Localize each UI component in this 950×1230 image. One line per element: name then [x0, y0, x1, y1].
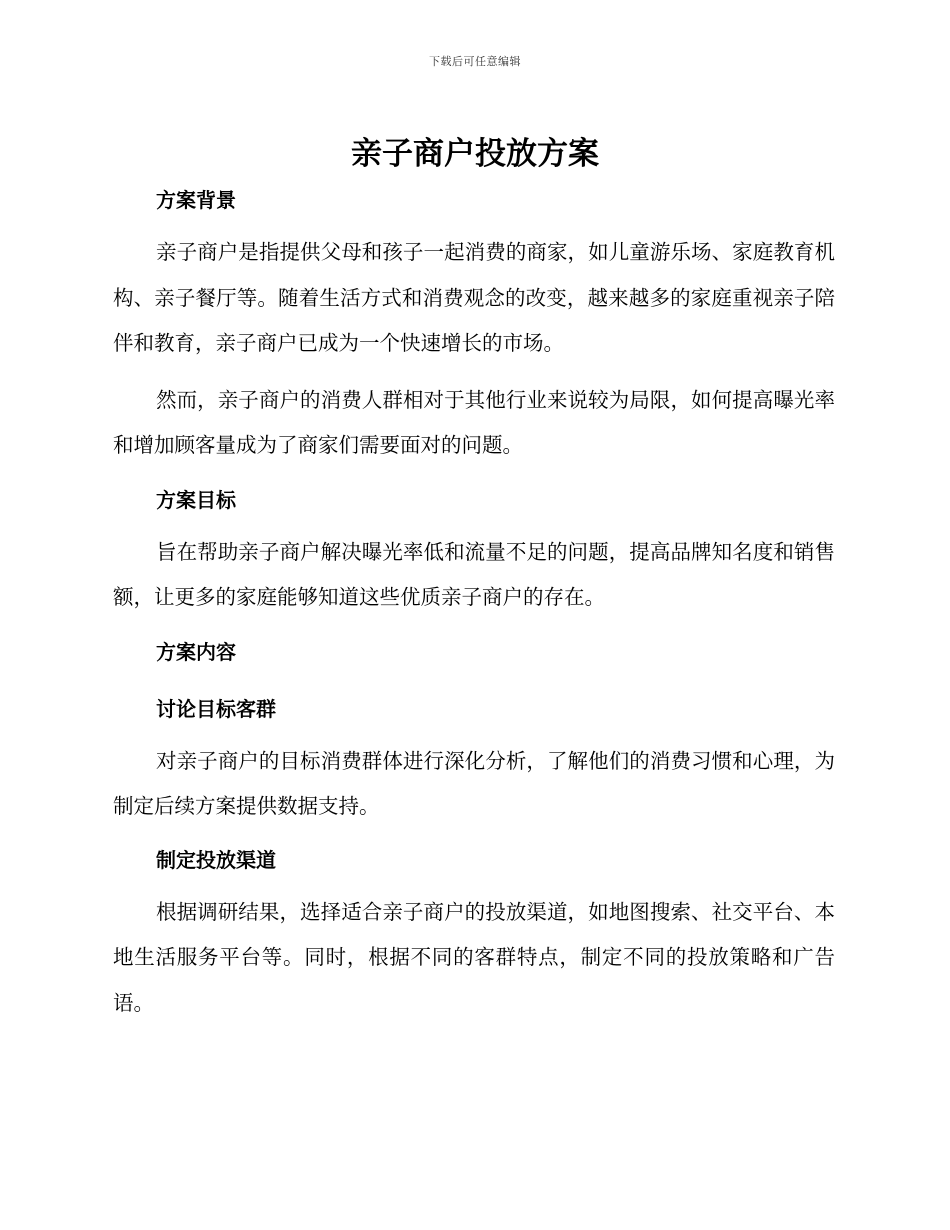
paragraph-channels: 根据调研结果，选择适合亲子商户的投放渠道，如地图搜索、社交平台、本地生活服务平台等。同时，根据不同的客群特点，制定不同的投放策略和广告语。: [113, 899, 835, 1015]
section-heading-goal: 方案目标: [156, 487, 236, 512]
section-heading-background: 方案背景: [156, 188, 236, 212]
paragraph-background-2: 然而，亲子商户的消费人群相对于其他行业来说较为局限，如何提高曝光率和增加顾客量成为了商家们需要面对的问题。: [113, 387, 835, 457]
subsection-heading-target-audience: 讨论目标客群: [156, 696, 276, 721]
page-header-note: 下载后可任意编辑: [429, 55, 521, 68]
paragraph-goal: 旨在帮助亲子商户解决曝光率低和流量不足的问题，提高品牌知名度和销售额，让更多的家庭能够知道这些优质亲子商户的存在。: [113, 539, 835, 609]
document-body: [113, 183, 835, 1026]
paragraph-background-1: 亲子商户是指提供父母和孩子一起消费的商家，如儿童游乐场、家庭教育机构、亲子餐厅等。随着生活方式和消费观念的改变，越来越多的家庭重视亲子陪伴和教育，亲子商户已成为一个快速增长的市场。: [113, 240, 835, 355]
paragraph-target-audience: 对亲子商户的目标消费群体进行深化分析，了解他们的消费习惯和心理，为制定后续方案提供数据支持。: [113, 748, 835, 818]
subsection-heading-channels: 制定投放渠道: [156, 847, 276, 872]
section-heading-content: 方案内容: [156, 639, 236, 664]
document-title: 亲子商户投放方案: [351, 136, 599, 172]
